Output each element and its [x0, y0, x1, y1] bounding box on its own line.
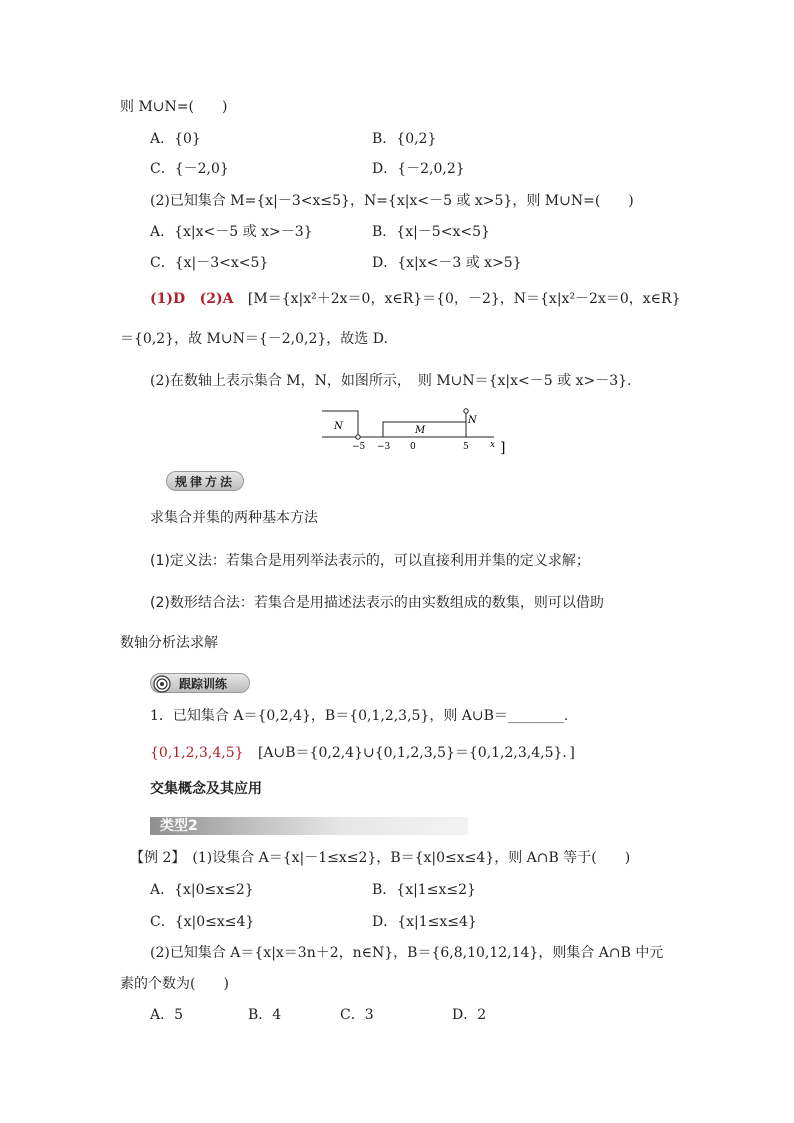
training-question-1: 1．已知集合 A＝{0,2,4}，B＝{0,1,2,3,5}，则 A∪B＝________. [150, 708, 569, 724]
section-title: 交集概念及其应用 [150, 781, 262, 797]
question-2: (2)已知集合 M={x|－3<x≤5}，N={x|x<－5 或 x>5}，则 M∪N=( ) [150, 193, 634, 209]
training-answer-1 [150, 744, 575, 762]
answer-1: (1)D [150, 291, 186, 307]
option-b: B．{0,2} [372, 131, 437, 147]
choice-c: C．3 [340, 1007, 374, 1023]
example-2-question-1: 【例 2】 (1)设集合 A＝{x|－1≤x≤2}，B＝{x|0≤x≤4}，则 A∩B 等于( ) [130, 850, 631, 866]
tick-label-minus5: −5 [352, 442, 366, 452]
axis-label-x: x [490, 440, 496, 450]
number-line-figure [318, 404, 510, 456]
type-banner-label: 类型2 [160, 818, 198, 834]
training-badge: 跟踪训练 [150, 673, 250, 693]
region-label-m: M [415, 425, 426, 436]
tick-label-5: 5 [463, 442, 469, 452]
answer-explanation: [M＝{x|x²＋2x＝0，x∈R}＝{0，－2}，N＝{x|x²－2x＝0，x∈R} [247, 291, 681, 307]
answer-highlight: {0,1,2,3,4,5} [150, 745, 244, 761]
option-b: B．{x|1≤x≤2} [372, 882, 476, 898]
answer-2: (2)A [199, 291, 234, 307]
option-c: C．{－2,0} [150, 161, 229, 177]
tick-label-zero: 0 [410, 442, 416, 452]
choice-a: A．5 [150, 1007, 184, 1023]
method-title: 求集合并集的两种基本方法 [150, 510, 318, 526]
method-point-2: (2)数形结合法：若集合是用描述法表示的由实数组成的数集，则可以借助 [150, 595, 604, 611]
option-d: D．{－2,0,2} [372, 161, 465, 177]
option-d: D．{x|x<－3 或 x>5} [372, 255, 522, 271]
method-point-3: 数轴分析法求解 [120, 635, 218, 651]
target-icon [153, 675, 171, 693]
line-question-1-tail: 则 M∪N=( ) [120, 99, 228, 115]
answer-explanation-cont: ＝{0,2}，故 M∪N＝{－2,0,2}，故选 D. [120, 331, 388, 347]
tick-label-minus3: −3 [377, 442, 391, 452]
method-badge: 规律方法 [166, 471, 244, 491]
answer-detail: [A∪B＝{0,2,4}∪{0,1,2,3,5}＝{0,1,2,3,4,5}．] [257, 745, 575, 761]
answer-explanation-2: (2)在数轴上表示集合 M，N，如图所示， 则 M∪N＝{x|x<－5 或 x>－3}. [150, 373, 632, 389]
option-a: A．{0} [150, 131, 201, 147]
choice-b: B．4 [248, 1007, 282, 1023]
option-a: A．{x|x<－5 或 x>－3} [150, 224, 313, 240]
method-point-1: (1)定义法：若集合是用列举法表示的，可以直接利用并集的定义求解； [150, 553, 590, 569]
region-label-n-left: N [334, 421, 343, 432]
option-c: C．{x|0≤x≤4} [150, 914, 255, 930]
option-d: D．{x|1≤x≤4} [372, 914, 477, 930]
option-b: B．{x|－5<x<5} [372, 224, 490, 240]
example-2-question-2: (2)已知集合 A＝{x|x＝3n＋2，n∈N}，B＝{6,8,10,12,14}，则集合 A∩B 中元 [150, 945, 664, 961]
option-c: C．{x|－3<x<5} [150, 255, 269, 271]
close-bracket: ] [500, 440, 506, 456]
option-a: A．{x|0≤x≤2} [150, 882, 254, 898]
region-label-n-right: N [468, 415, 477, 426]
answer-line [150, 290, 680, 308]
example-2-question-2-cont: 素的个数为( ) [120, 976, 229, 992]
choice-d: D．2 [452, 1007, 487, 1023]
